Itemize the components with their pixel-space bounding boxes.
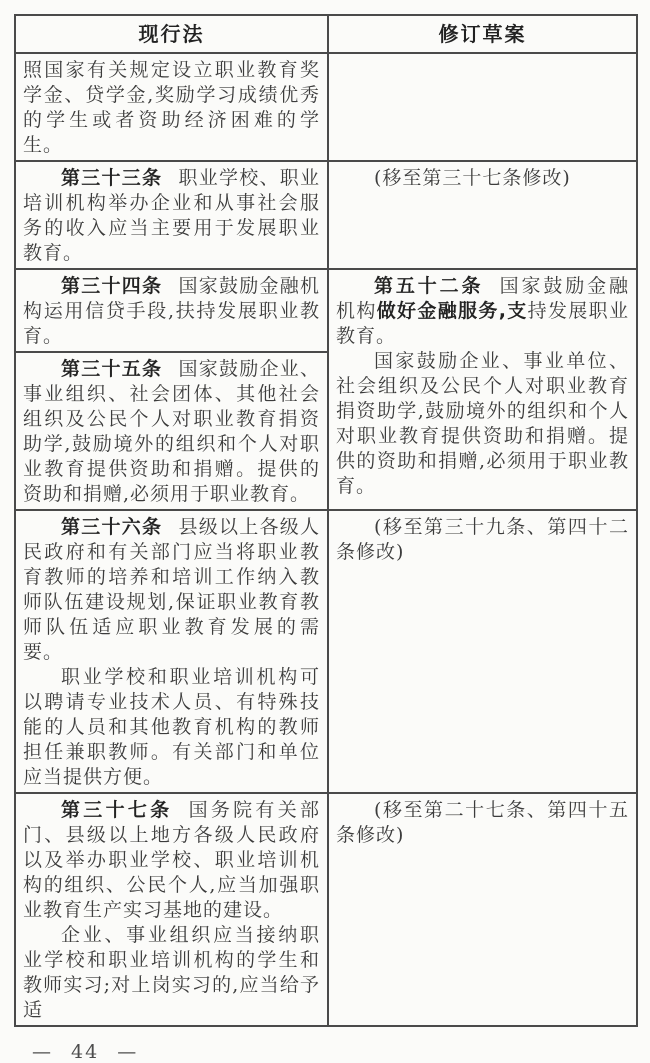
table-header-row [15, 15, 637, 53]
cell-revision-draft-article-52 [328, 269, 637, 510]
article-paragraph [336, 274, 629, 349]
article-number: 第三十五条 [61, 358, 163, 380]
article-number: 第三十四条 [61, 275, 163, 297]
article-number: 第三十三条 [61, 167, 163, 189]
revision-note: (移至第二十七条、第四十五条修改) [336, 799, 629, 846]
article-paragraph [23, 166, 320, 266]
cell-revision-note [328, 161, 637, 269]
revision-note: (移至第三十七条修改) [374, 167, 571, 189]
cell-current-law-article-34 [15, 269, 328, 352]
article-text: 国家鼓励企业、事业组织、社会团体、其他社会组织及公民个人对职业教育捐资助学,鼓励境外的组织和个人对职业教育提供资助和捐赠。提供的资助和捐赠,必须用于职业教育。 [23, 358, 320, 505]
cell-revision-draft-empty [328, 53, 637, 161]
table-row [15, 510, 637, 793]
amended-text: 做好金融服务,支 [376, 300, 528, 322]
article-text: 国务院有关部门、县级以上地方各级人民政府以及举办职业学校、职业培训机构的组织、公民个人,应当加强职业教育生产实习基地的建设。 [23, 799, 320, 921]
page-number: — 44 — [32, 1041, 139, 1063]
article-paragraph [23, 274, 320, 349]
article-paragraph: 职业学校和职业培训机构可以聘请专业技术人员、有特殊技能的人员和其他教育机构的教师担任兼职教师。有关部门和单位应当提供方便。 [23, 666, 320, 788]
cell-revision-note [328, 793, 637, 1026]
cell-current-law-article-35 [15, 352, 328, 510]
table-row [15, 161, 637, 269]
table-row [15, 793, 637, 1026]
article-number: 第三十七条 [61, 799, 173, 821]
article-number: 第五十二条 [374, 275, 484, 297]
article-text: 国家鼓励金融机构运用信贷手段,扶持发展职业教育。 [23, 275, 320, 347]
article-paragraph [23, 357, 320, 507]
article-text: 县级以上各级人民政府和有关部门应当将职业教育教师的培养和培训工作纳入教师队伍建设规划,保证职业教育教师队伍适应职业教育发展的需要。 [23, 516, 320, 663]
cell-current-law-article-33 [15, 161, 328, 269]
article-paragraph: 企业、事业组织应当接纳职业学校和职业培训机构的学生和教师实习;对上岗实习的,应当给予适 [23, 924, 320, 1021]
article-number: 第三十六条 [61, 516, 163, 538]
revision-note: (移至第三十九条、第四十二条修改) [336, 516, 629, 563]
cell-current-law-article-36 [15, 510, 328, 793]
article-paragraph: 国家鼓励企业、事业单位、社会组织及公民个人对职业教育捐资助学,鼓励境外的组织和个人对职业教育提供资助和捐赠。提供的资助和捐赠,必须用于职业教育。 [336, 350, 629, 497]
article-text: 持发展职业教育。 [336, 300, 629, 347]
cell-current-law-article-37 [15, 793, 328, 1026]
header-current-law: 现行法 [15, 15, 328, 53]
cell-revision-note [328, 510, 637, 793]
article-paragraph [23, 798, 320, 923]
law-comparison-table [14, 14, 638, 1027]
table-row [15, 269, 637, 352]
cell-current-law-continuation [15, 53, 328, 161]
article-paragraph [23, 515, 320, 665]
article-text: 职业学校、职业培训机构举办企业和从事社会服务的收入应当主要用于发展职业教育。 [23, 167, 320, 264]
table-row [15, 53, 637, 161]
article-text: 国家鼓励金融机构 [336, 275, 629, 322]
continuation-paragraph: 照国家有关规定设立职业教育奖学金、贷学金,奖励学习成绩优秀的学生或者资助经济困难的学生。 [23, 59, 320, 156]
header-revision-draft: 修订草案 [328, 15, 637, 53]
